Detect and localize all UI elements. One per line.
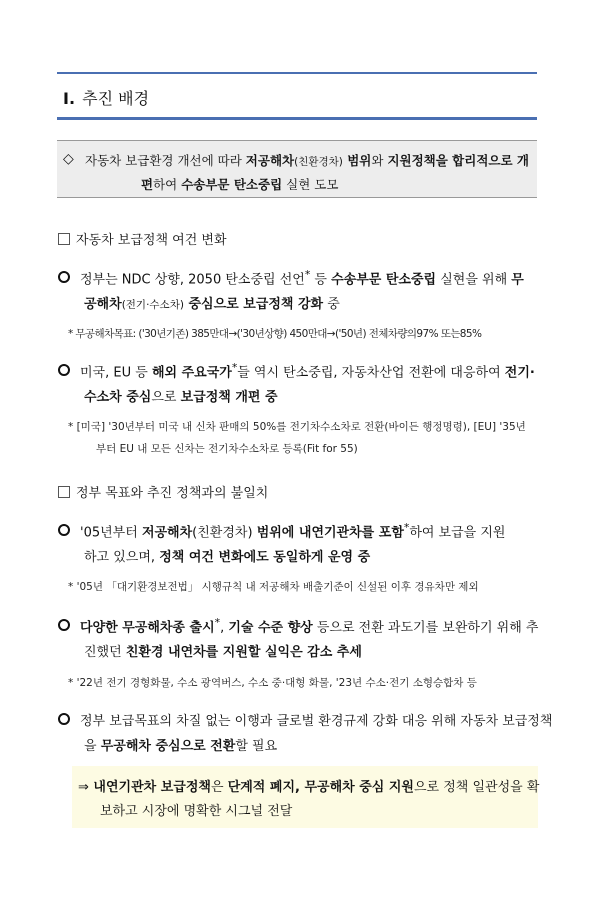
subheading-policy-change: 자동차 보급정책 여건 변화 bbox=[58, 229, 227, 248]
diamond-icon: ◇ bbox=[63, 151, 74, 167]
summary-line-1: 자동차 보급환경 개선에 따라 저공해차(친환경차) 범위와 지원정책을 합리적으로 개 bbox=[85, 153, 529, 168]
bullet-1-line-2: 공해차(전기·수소차) 중심으로 보급정책 강화 중 bbox=[84, 297, 340, 312]
bullet-4-line-2: 진했던 친환경 내연차를 지원할 실익은 감소 추세 bbox=[84, 645, 362, 660]
circle-bullet-icon bbox=[58, 619, 70, 631]
bullet-3-line-2: 하고 있으며, 정책 여건 변화에도 동일하게 운영 중 bbox=[84, 550, 371, 565]
summary-line-2: 편하여 수송부문 탄소중립 실현 도모 bbox=[141, 177, 339, 192]
checkbox-square-icon bbox=[58, 486, 70, 498]
section-title bbox=[63, 86, 149, 109]
bullet-2-line-2: 수소차 중심으로 보급정책 개편 중 bbox=[84, 390, 278, 405]
footnote-1: * 무공해차목표: ('30년기존) 385만대→('30년상향) 450만대→('50년) 전체차량의97% 또는85% bbox=[68, 328, 482, 340]
summary-box bbox=[57, 140, 537, 198]
circle-bullet-icon bbox=[58, 364, 70, 376]
bullet-3-line-1: '05년부터 저공해차(친환경차) 범위에 내연기관차를 포함*하여 보급을 지원 bbox=[58, 521, 505, 540]
bullet-2-line-1: 미국, EU 등 해외 주요국가*들 역시 탄소중립, 자동차산업 전환에 대응하여 전기· bbox=[58, 361, 535, 380]
circle-bullet-icon bbox=[58, 271, 70, 283]
bullet-5-line-1: 정부 보급목표의 차질 없는 이행과 글로벌 환경규제 강화 대응 위해 자동차 보급정책 bbox=[58, 710, 552, 729]
conclusion-line-2: 보하고 시장에 명확한 시그널 전달 bbox=[100, 804, 293, 819]
circle-bullet-icon bbox=[58, 524, 70, 536]
conclusion-box bbox=[72, 766, 538, 828]
footnote-4: * '22년 전기 경형화물, 수소 광역버스, 수소 중·대형 화물, '23년 수소·전기 소형승합차 등 bbox=[68, 677, 477, 689]
conclusion-line-1: ⇒ 내연기관차 보급정책은 단계적 폐지, 무공해차 중심 지원으로 정책 일관성을 확 bbox=[78, 780, 540, 795]
footnote-3: * '05년 「대기환경보전법」 시행규칙 내 저공해차 배출기준이 신설된 이후 경유차만 제외 bbox=[68, 581, 479, 593]
footnote-2-line-2: 부터 EU 내 모든 신차는 전기차수소차로 등록(Fit for 55) bbox=[96, 443, 358, 455]
arrow-icon: ⇒ bbox=[78, 780, 89, 795]
footnote-2-line-1: * [미국] '30년부터 미국 내 신차 판매의 50%를 전기차수소차로 전환(바이든 행정명령), [EU] '35년 bbox=[68, 421, 526, 433]
header-top-rule bbox=[57, 72, 537, 74]
circle-bullet-icon bbox=[58, 713, 70, 725]
checkbox-square-icon bbox=[58, 233, 70, 245]
bullet-5-line-2: 을 무공해차 중심으로 전환할 필요 bbox=[84, 739, 278, 754]
section-header bbox=[57, 72, 537, 120]
header-bottom-rule bbox=[57, 117, 537, 120]
section-number: Ⅰ. bbox=[63, 89, 76, 108]
subheading-policy-mismatch: 정부 목표와 추진 정책과의 불일치 bbox=[58, 482, 268, 501]
bullet-4-line-1: 다양한 무공해차종 출시*, 기술 수준 향상 등으로 전환 과도기를 보완하기 위해 추 bbox=[58, 616, 538, 635]
bullet-1-line-1: 정부는 NDC 상향, 2050 탄소중립 선언* 등 수송부문 탄소중립 실현을 위해 무 bbox=[58, 268, 524, 287]
section-title-text: 추진 배경 bbox=[82, 89, 150, 108]
